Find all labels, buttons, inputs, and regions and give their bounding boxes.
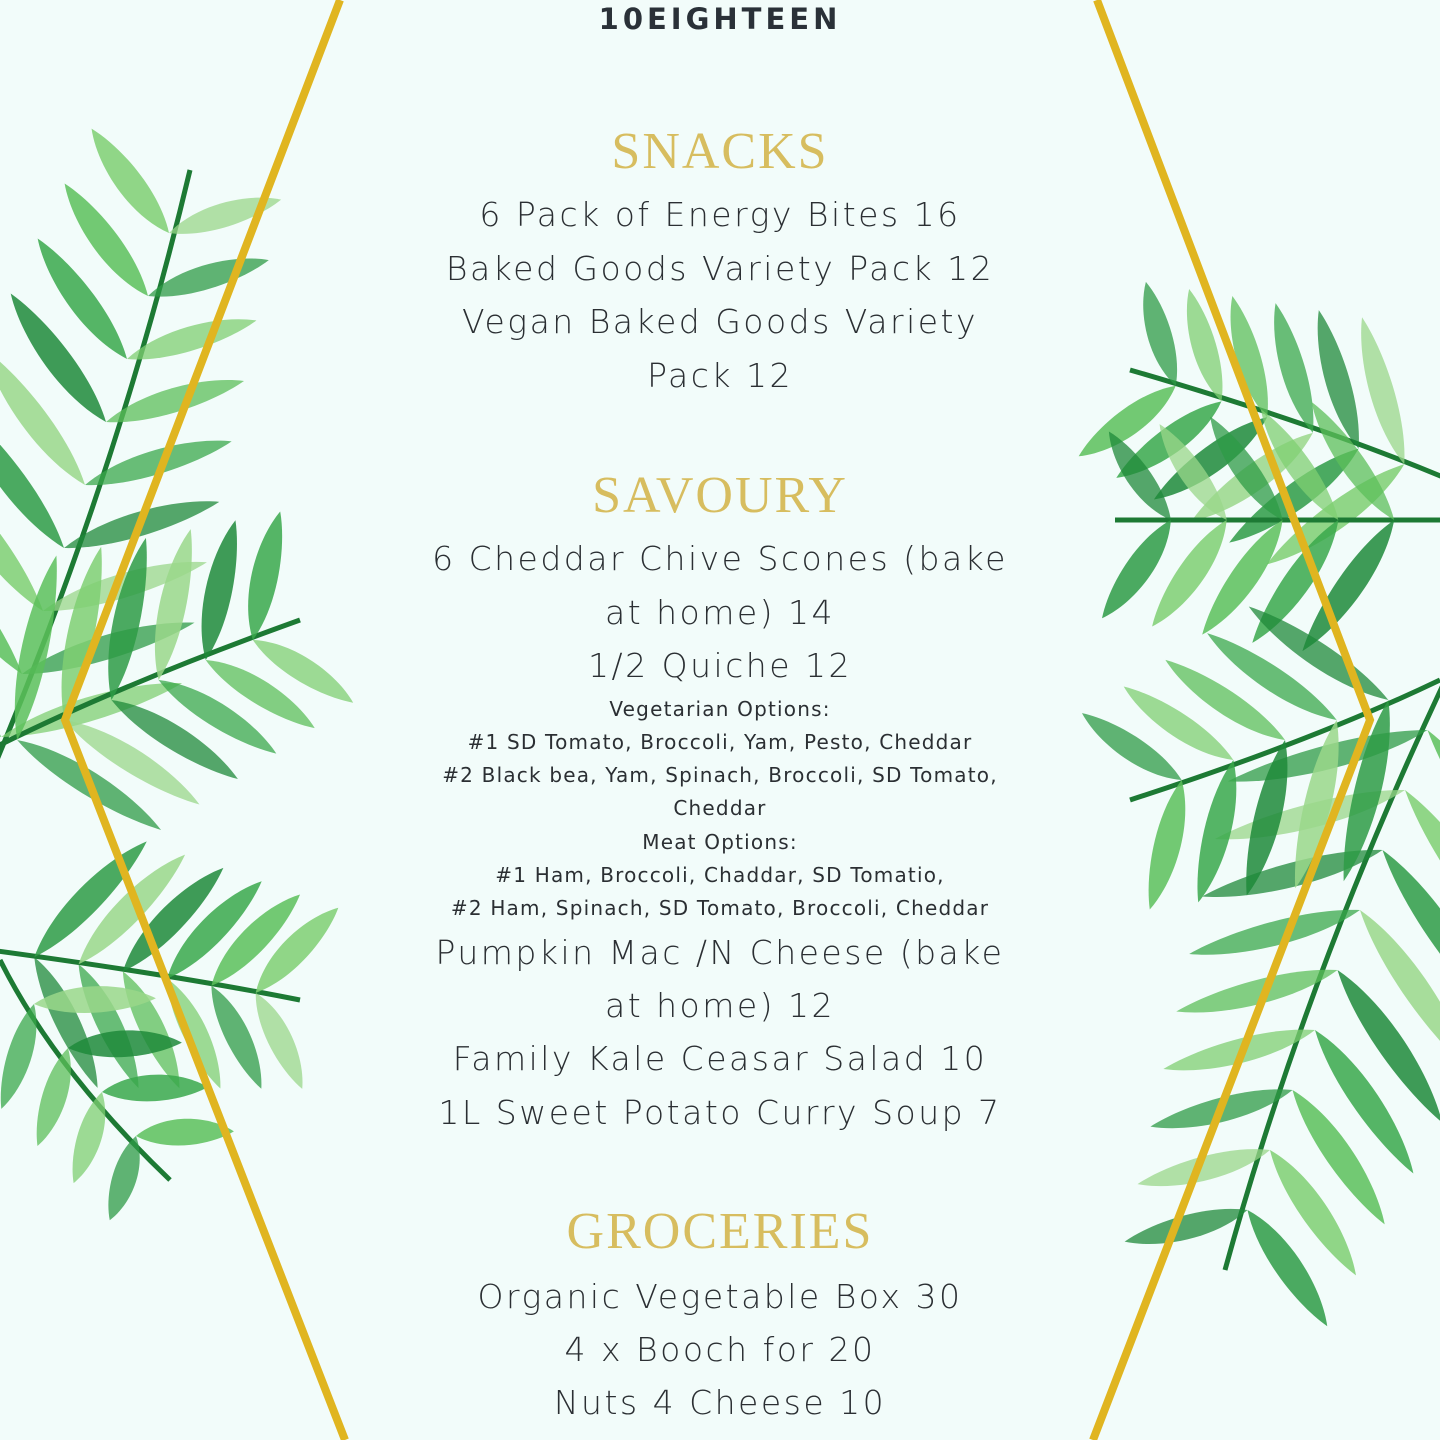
quiche-options-note: Cheddar xyxy=(673,796,767,820)
menu-item: Vegan Baked Goods Variety xyxy=(461,302,979,341)
brand-title: 10EIGHTEEN xyxy=(598,2,842,36)
section-title-groceries: GROCERIES xyxy=(566,1203,874,1260)
menu-item: 6 Cheddar Chive Scones (bake xyxy=(432,539,1008,578)
palm-leaf-right-icon xyxy=(1072,279,1440,1333)
quiche-options-note: #2 Ham, Spinach, SD Tomato, Broccoli, Cheddar xyxy=(450,896,990,920)
menu-content xyxy=(370,0,1070,1440)
menu-item: 1/2 Quiche 12 xyxy=(588,646,852,685)
section-title-snacks: SNACKS xyxy=(611,123,829,180)
menu-item: 1L Sweet Potato Curry Soup 7 xyxy=(438,1093,1002,1132)
section-title-savoury: SAVOURY xyxy=(592,467,848,524)
menu-item: Pack 12 xyxy=(647,356,793,395)
quiche-options-note: Meat Options: xyxy=(642,830,798,854)
menu-item: Family Kale Ceasar Salad 10 xyxy=(452,1039,988,1078)
quiche-options-note: #1 Ham, Broccoli, Chaddar, SD Tomatio, xyxy=(495,863,945,887)
menu-item: Pumpkin Mac /N Cheese (bake xyxy=(435,933,1005,972)
menu-item: Baked Goods Variety Pack 12 xyxy=(445,249,995,288)
menu-item: Nuts 4 Cheese 10 xyxy=(553,1383,887,1422)
quiche-options-note: #2 Black bea, Yam, Spinach, Broccoli, SD Tomato, xyxy=(442,763,998,787)
palm-leaf-left-icon xyxy=(0,122,360,1225)
menu-item: at home) 12 xyxy=(604,986,836,1025)
quiche-options-note: Vegetarian Options: xyxy=(609,697,831,721)
menu-item: Organic Vegetable Box 30 xyxy=(477,1277,963,1316)
menu-item: 6 Pack of Energy Bites 16 xyxy=(479,195,961,234)
quiche-options-note: #1 SD Tomato, Broccoli, Yam, Pesto, Cheddar xyxy=(467,730,973,754)
menu-item: at home) 14 xyxy=(604,593,836,632)
menu-item: 4 x Booch for 20 xyxy=(564,1330,876,1369)
